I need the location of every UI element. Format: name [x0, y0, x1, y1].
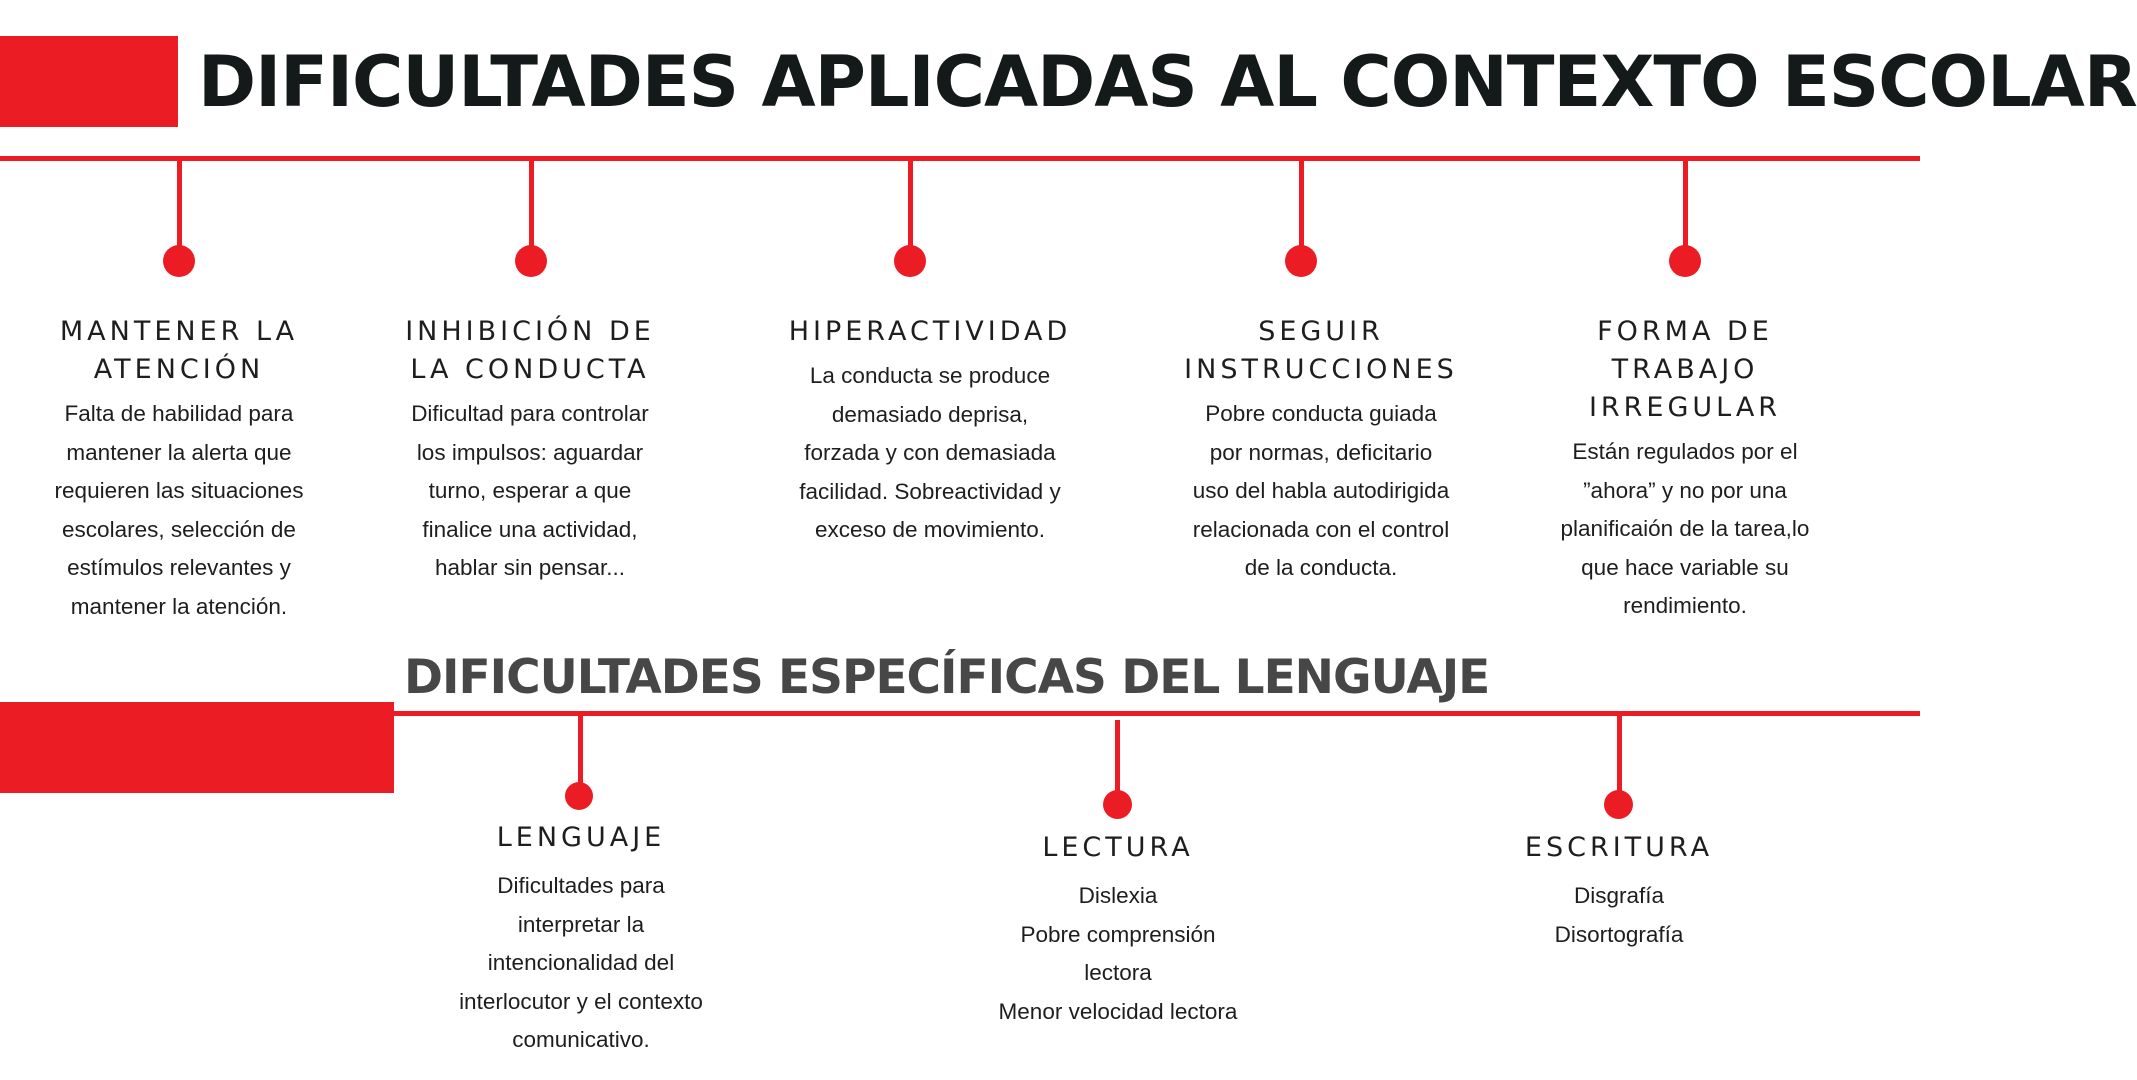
- timeline-stem: [529, 160, 534, 255]
- card-line: Falta de habilidad para: [64, 401, 294, 426]
- card-escritura: [1469, 829, 1769, 954]
- card-line: finalice una actividad,: [422, 516, 638, 542]
- timeline-dot: [565, 782, 593, 810]
- timeline-dot: [1103, 790, 1132, 819]
- card-line: los impulsos: aguardar: [416, 439, 644, 465]
- card-line: planificaión de la tarea,lo: [1560, 516, 1810, 541]
- card-title: LENGUAJE: [496, 822, 666, 853]
- card-line: intencionalidad del: [487, 950, 675, 975]
- card-line: de la conducta.: [1244, 555, 1398, 580]
- card-line: Dificultades para: [497, 873, 665, 898]
- timeline-line-top: [0, 156, 1920, 161]
- card-lectura: [968, 829, 1268, 1031]
- card-line: mantener la atención.: [70, 593, 288, 619]
- card-mantener-atencion: [29, 313, 329, 626]
- card-line: uso del habla autodirigida: [1192, 478, 1450, 503]
- card-title: FORMA DE TRABAJO IRREGULAR: [1588, 316, 1782, 423]
- card-line: La conducta se produce: [809, 363, 1051, 388]
- card-title: INHIBICIÓN DE LA CONDUCTA: [405, 316, 655, 385]
- card-title: HIPERACTIVIDAD: [788, 316, 1072, 347]
- timeline-dot: [1604, 790, 1633, 819]
- card-line: exceso de movimiento.: [814, 517, 1046, 542]
- section-accent-block: [0, 702, 394, 793]
- card-line: ”ahora” y no por una: [1583, 477, 1787, 503]
- card-line: demasiado deprisa,: [831, 401, 1029, 427]
- card-line: por normas, deficitario: [1209, 439, 1433, 465]
- timeline-dot: [1285, 245, 1317, 277]
- timeline-line-bottom: [394, 711, 1920, 716]
- timeline-stem: [1683, 160, 1688, 255]
- card-line: Disortografía: [1554, 921, 1684, 947]
- card-title: MANTENER LA ATENCIÓN: [59, 316, 299, 385]
- card-line: forzada y con demasiada: [804, 440, 1056, 465]
- timeline-stem: [908, 160, 913, 255]
- card-description: [431, 867, 731, 1060]
- card-line: Menor velocidad lectora: [998, 998, 1238, 1024]
- card-line: hablar sin pensar...: [434, 555, 626, 580]
- section-title-lenguaje: DIFICULTADES ESPECÍFICAS DEL LENGUAJE: [404, 650, 1490, 705]
- card-title: ESCRITURA: [1524, 832, 1714, 863]
- card-description: [780, 357, 1080, 550]
- timeline-dot: [894, 245, 926, 277]
- card-title: LECTURA: [1042, 832, 1194, 863]
- card-line: requieren las situaciones: [54, 478, 304, 503]
- card-line: turno, esperar a que: [428, 478, 632, 503]
- card-line: estímulos relevantes y: [67, 555, 291, 580]
- card-seguir-instrucciones: [1171, 313, 1471, 588]
- card-title: SEGUIR INSTRUCCIONES: [1184, 316, 1458, 385]
- card-line: Dificultad para controlar: [411, 401, 649, 426]
- card-forma-trabajo: [1535, 313, 1835, 626]
- card-description: [1469, 877, 1769, 954]
- card-line: rendimiento.: [1623, 593, 1747, 618]
- card-line: Dislexia: [1078, 883, 1158, 908]
- card-hiperactividad: [780, 313, 1080, 550]
- card-line: interlocutor y el contexto: [459, 988, 703, 1014]
- card-line: que hace variable su: [1581, 554, 1789, 580]
- timeline-stem: [1299, 160, 1304, 255]
- card-description: [1535, 433, 1835, 626]
- timeline-dot: [163, 245, 195, 277]
- page-title: DIFICULTADES APLICADAS AL CONTEXTO ESCOLAR: [198, 41, 2137, 123]
- card-description: [29, 395, 329, 626]
- card-line: Están regulados por el: [1572, 439, 1798, 464]
- card-line: facilidad. Sobreactividad y: [799, 478, 1061, 504]
- card-inhibicion-conducta: [380, 313, 680, 588]
- card-line: comunicativo.: [512, 1027, 650, 1052]
- card-line: mantener la alerta que: [66, 439, 292, 465]
- card-line: Pobre comprensión: [1020, 921, 1216, 947]
- timeline-dot: [515, 245, 547, 277]
- timeline-stem: [177, 160, 182, 255]
- card-line: escolares, selección de: [62, 516, 296, 542]
- card-line: Disgrafía: [1573, 883, 1665, 908]
- card-description: [968, 877, 1268, 1031]
- header-accent-block: [0, 36, 178, 127]
- card-description: [380, 395, 680, 588]
- card-line: lectora: [1084, 960, 1152, 985]
- card-line: relacionada con el control: [1192, 516, 1450, 542]
- timeline-dot: [1669, 245, 1701, 277]
- card-line: interpretar la: [517, 911, 645, 937]
- card-line: Pobre conducta guiada: [1205, 401, 1437, 426]
- card-description: [1171, 395, 1471, 588]
- card-lenguaje: [431, 819, 731, 1060]
